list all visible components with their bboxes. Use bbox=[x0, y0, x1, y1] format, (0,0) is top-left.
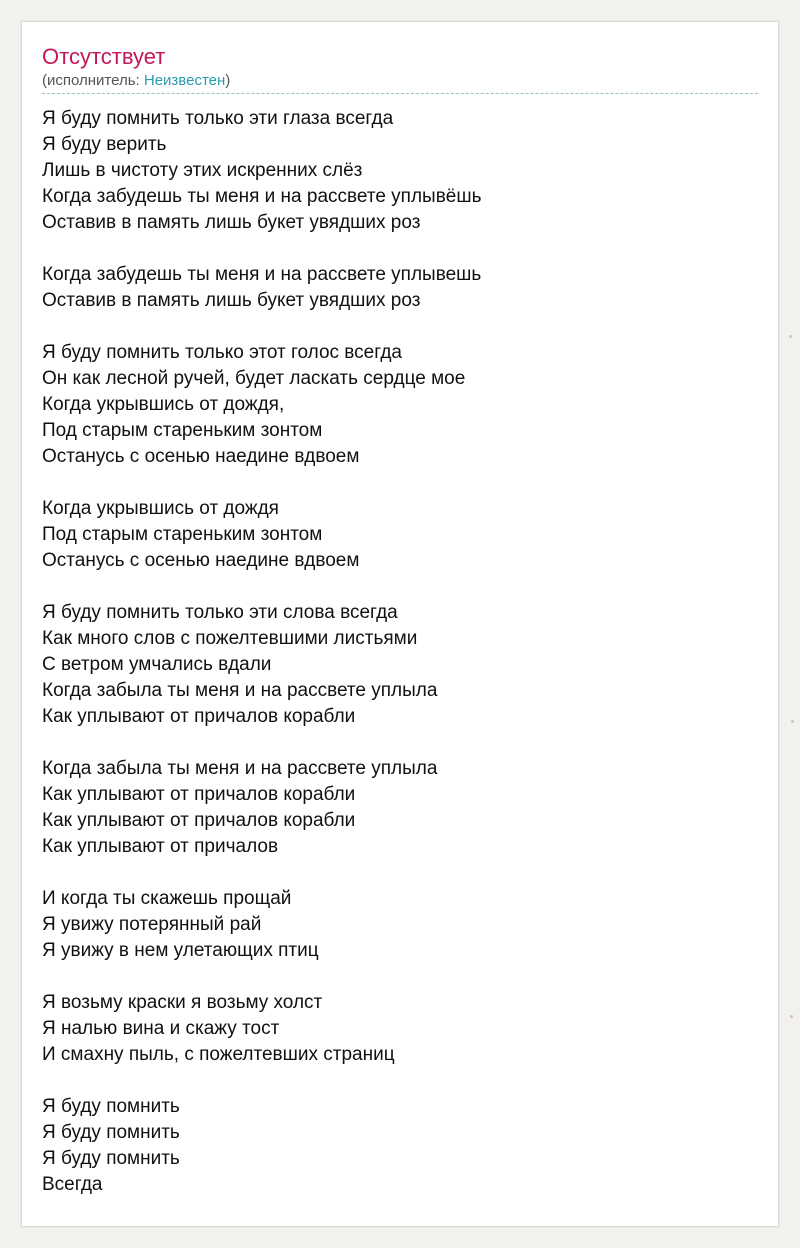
lyrics-body bbox=[42, 106, 758, 1224]
lyric-line: Оставив в память лишь букет увядших роз bbox=[42, 212, 421, 233]
lyric-line: И смахну пыль, с пожелтевших страниц bbox=[42, 1044, 395, 1065]
lyric-line: Как уплывают от причалов корабли bbox=[42, 706, 356, 727]
stanza bbox=[42, 262, 758, 314]
lyric-line: Как уплывают от причалов корабли bbox=[42, 784, 356, 805]
stanza bbox=[42, 1094, 758, 1198]
lyric-line: Он как лесной ручей, будет ласкать сердце мое bbox=[42, 368, 466, 389]
lyric-line: Останусь с осенью наедине вдвоем bbox=[42, 550, 360, 571]
lyric-line: Лишь в чистоту этих искренних слёз bbox=[42, 160, 363, 181]
lyric-line: Оставив в память лишь букет увядших роз bbox=[42, 290, 421, 311]
header-divider bbox=[42, 93, 758, 94]
lyric-line: Когда забудешь ты меня и на рассвете уплывешь bbox=[42, 264, 482, 285]
lyric-line: Под старым стареньким зонтом bbox=[42, 524, 323, 545]
stanza bbox=[42, 340, 758, 470]
artist-suffix: ) bbox=[225, 72, 231, 89]
stanza bbox=[42, 600, 758, 730]
lyric-line: Как уплывают от причалов bbox=[42, 836, 279, 857]
lyric-line: Когда укрывшись от дождя bbox=[42, 498, 279, 519]
background-speck bbox=[790, 1015, 793, 1018]
lyric-line: Я увижу в нем улетающих птиц bbox=[42, 940, 319, 961]
lyric-line: Я налью вина и скажу тост bbox=[42, 1018, 280, 1039]
lyric-line: Когда забыла ты меня и на рассвете уплыла bbox=[42, 680, 438, 701]
lyric-line: Я буду помнить только этот голос всегда bbox=[42, 342, 402, 363]
lyric-line: И когда ты скажешь прощай bbox=[42, 888, 292, 909]
lyric-line: Я буду помнить bbox=[42, 1148, 180, 1169]
lyric-line: Как уплывают от причалов корабли bbox=[42, 810, 356, 831]
stanza bbox=[42, 496, 758, 574]
lyric-line: Я буду помнить bbox=[42, 1096, 180, 1117]
stanza bbox=[42, 886, 758, 964]
artist-name-link[interactable]: Неизвестен bbox=[143, 72, 226, 89]
song-header bbox=[42, 44, 758, 91]
lyric-line: Я буду верить bbox=[42, 134, 167, 155]
background-speck bbox=[789, 335, 792, 338]
lyric-line: Под старым стареньким зонтом bbox=[42, 420, 323, 441]
lyrics-card bbox=[21, 21, 779, 1227]
lyric-line: Всегда bbox=[42, 1174, 103, 1195]
lyric-line: Когда забыла ты меня и на рассвете уплыла bbox=[42, 758, 438, 779]
lyric-line: Я буду помнить только эти глаза всегда bbox=[42, 108, 394, 129]
artist-prefix: (исполнитель: bbox=[42, 72, 144, 89]
stanza bbox=[42, 756, 758, 860]
lyric-line: Когда укрывшись от дождя, bbox=[42, 394, 285, 415]
stanza bbox=[42, 990, 758, 1068]
stanza bbox=[42, 106, 758, 236]
lyric-line: Я буду помнить только эти слова всегда bbox=[42, 602, 398, 623]
lyric-line: С ветром умчались вдали bbox=[42, 654, 272, 675]
lyric-line: Я буду помнить bbox=[42, 1122, 180, 1143]
artist-line bbox=[42, 71, 758, 91]
lyric-line: Я возьму краски я возьму холст bbox=[42, 992, 323, 1013]
background-speck bbox=[791, 720, 794, 723]
lyric-line: Останусь с осенью наедине вдвоем bbox=[42, 446, 360, 467]
song-title: Отсутствует bbox=[42, 44, 166, 69]
lyric-line: Я увижу потерянный рай bbox=[42, 914, 262, 935]
lyric-line: Как много слов с пожелтевшими листьями bbox=[42, 628, 418, 649]
lyric-line: Когда забудешь ты меня и на рассвете уплывёшь bbox=[42, 186, 482, 207]
